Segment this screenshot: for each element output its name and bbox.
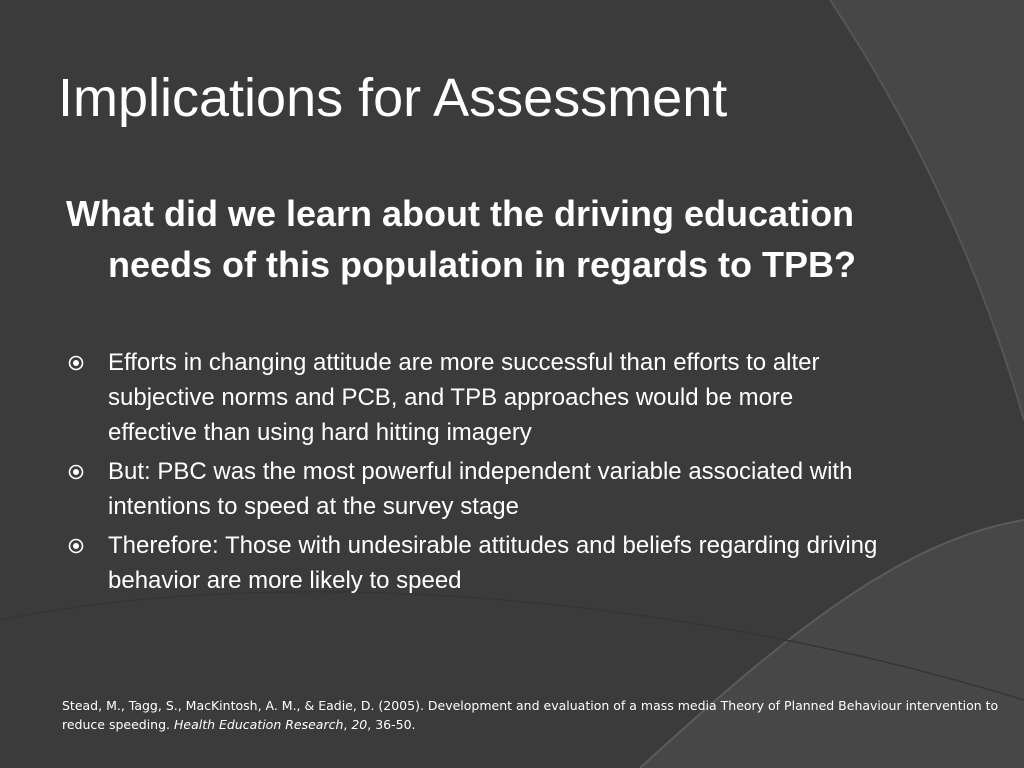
citation: [62, 696, 1012, 734]
circle-dot-icon: [68, 464, 84, 480]
citation-volume: 20: [351, 717, 368, 732]
citation-sep: ,: [343, 717, 352, 732]
slide-title: Implications for Assessment: [58, 68, 728, 128]
slide-heading: What did we learn about the driving education needs of this population in regards to TPB?: [66, 193, 857, 285]
bullet-item: [62, 345, 882, 450]
circle-dot-icon: [68, 538, 84, 554]
circle-dot-icon: [68, 355, 84, 371]
citation-pages: 36-50.: [375, 717, 416, 732]
bullet-list: [62, 345, 882, 602]
bullet-item: [62, 528, 882, 598]
citation-journal: Health Education Research: [174, 717, 344, 732]
citation-sep: ,: [367, 717, 376, 732]
bullet-text: Efforts in changing attitude are more successful than efforts to alter subjective norms and PCB, and TPB approaches would be more effective than using hard hitting imagery: [108, 349, 820, 446]
citation-authors: Stead, M., Tagg, S., MacKintosh, A. M., & Eadie, D. (2005). Development and evaluation of a mass media Theory of Planned Behaviour intervention to reduce speeding.: [62, 698, 999, 732]
bullet-text: But: PBC was the most powerful independent variable associated with intentions to speed at the survey stage: [108, 458, 853, 520]
bullet-text: Therefore: Those with undesirable attitudes and beliefs regarding driving behavior are more likely to speed: [108, 532, 878, 594]
bullet-item: [62, 454, 882, 524]
